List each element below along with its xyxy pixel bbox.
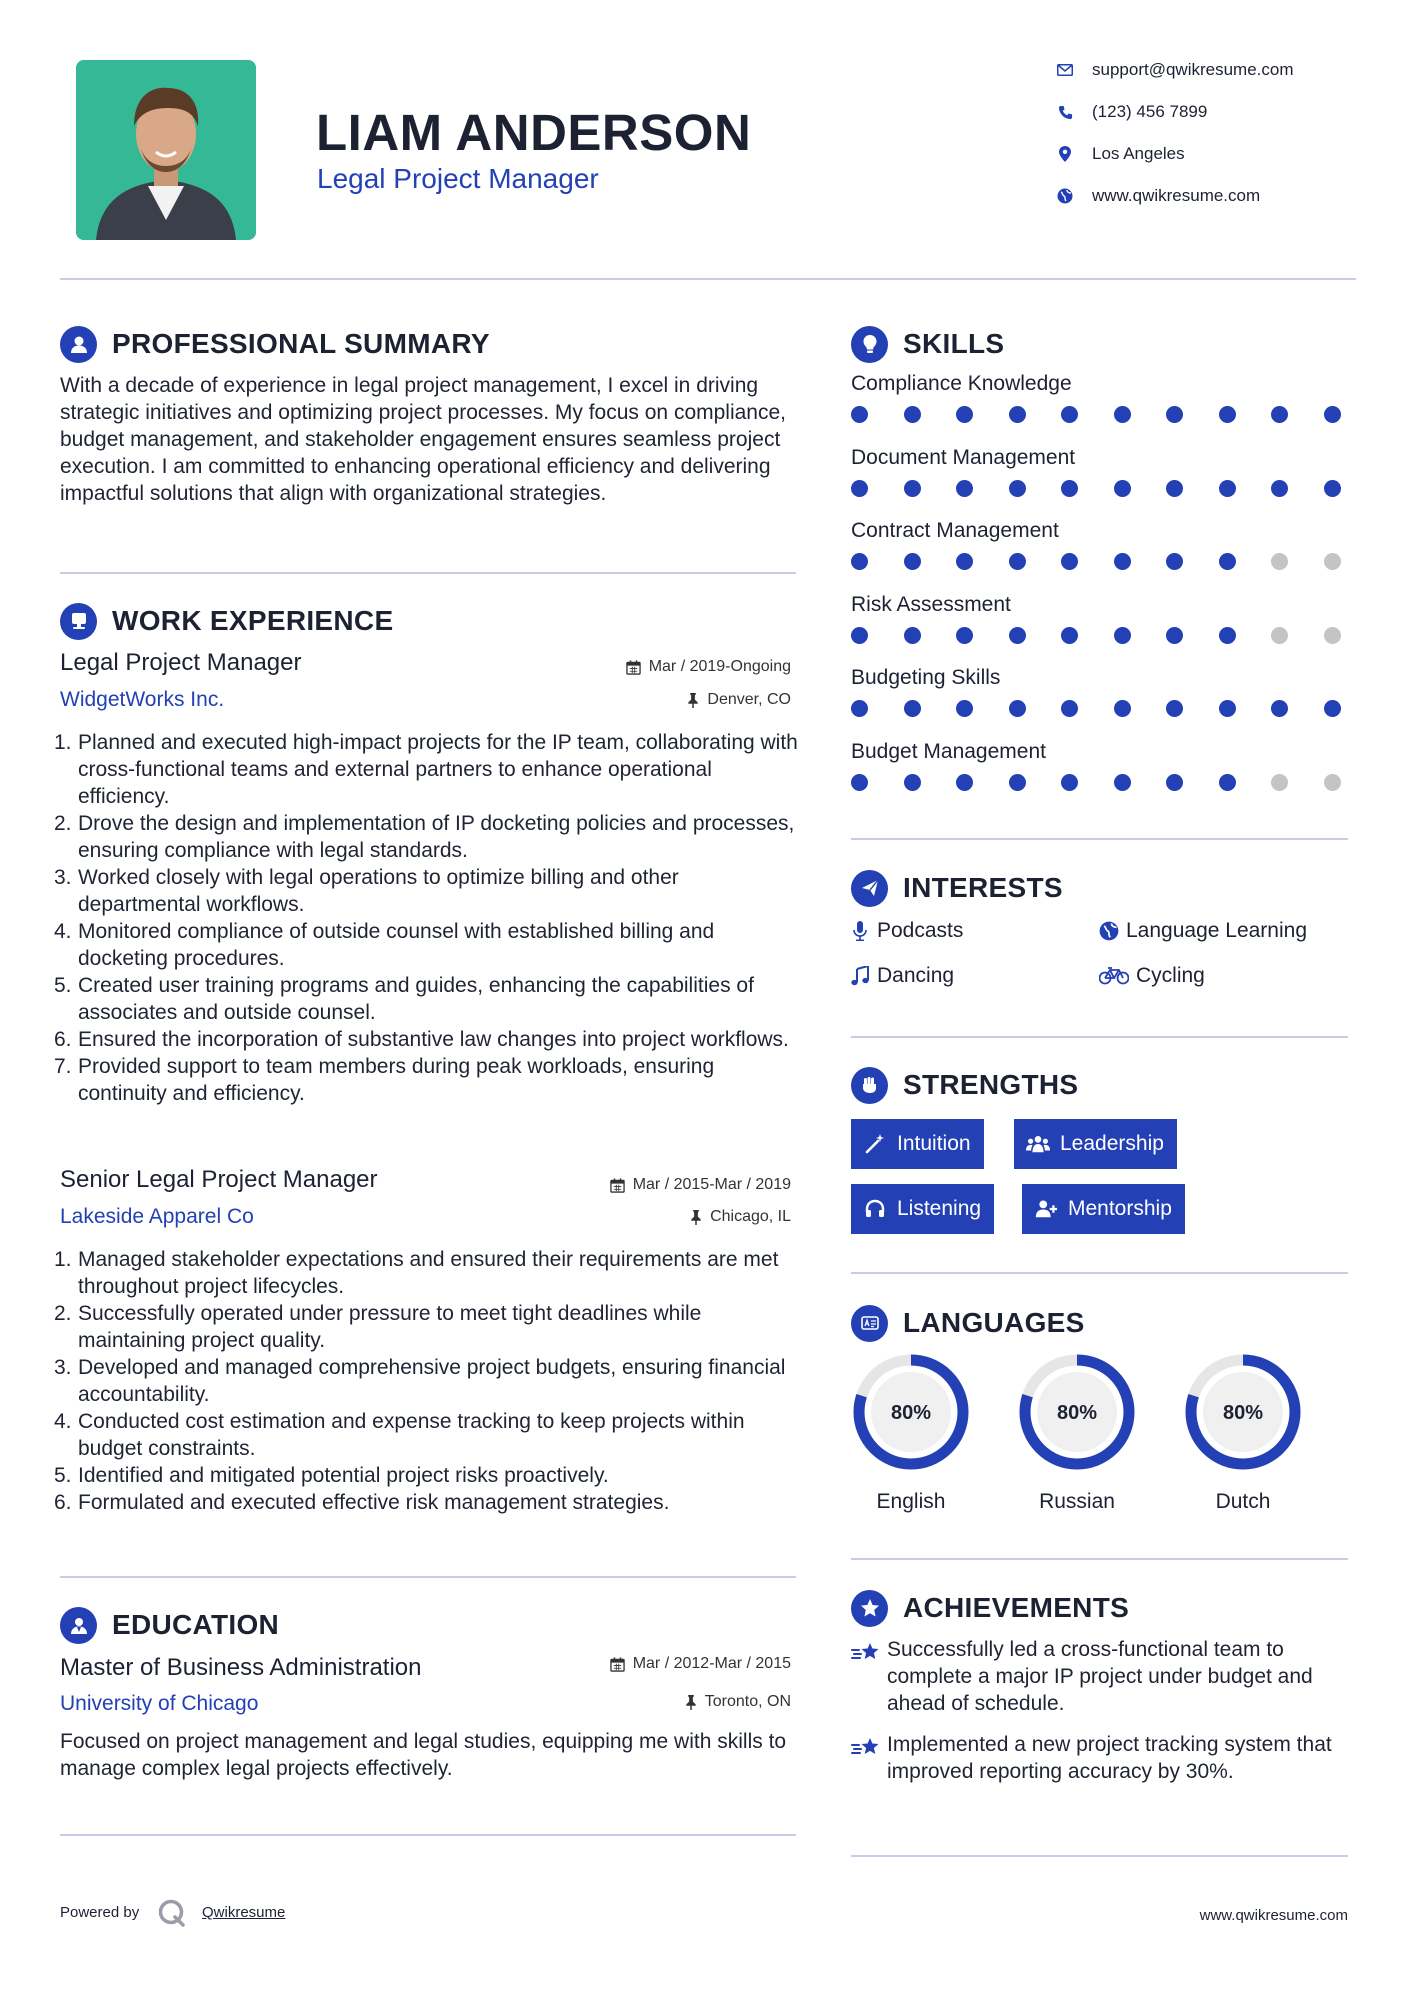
rating-dot-empty [1271,553,1288,570]
education-divider [60,1834,796,1836]
rating-dot-filled [1009,627,1026,644]
rating-dot-filled [1061,480,1078,497]
rating-dot-filled [1324,700,1341,717]
interest-item [849,916,963,946]
interest-label: Podcasts [877,919,964,942]
language-progress-ring [850,1351,972,1473]
job-2-company: Lakeside Apparel Co [60,1205,254,1228]
pushpin-icon [687,693,699,708]
interests-divider [851,1036,1348,1038]
job-1-company: WidgetWorks Inc. [60,688,225,711]
rating-dot-filled [851,700,868,717]
rating-dot-filled [1219,406,1236,423]
job-2-bullet: 2. Successfully operated under pressure to meet tight deadlines while maintaining project quality. [54,1302,702,1352]
user-circle-icon [60,326,97,363]
language-progress-ring [1016,1351,1138,1473]
users-icon [1026,1132,1050,1156]
strengths-heading [851,1067,1078,1103]
achievement-text: Implemented a new project tracking system that improved reporting accuracy by 30%. [887,1733,1332,1783]
skills-title: SKILLS [903,328,1005,359]
interest-item [849,961,954,991]
qwikresume-link[interactable]: Qwikresume [202,1904,286,1921]
achievement-item [851,1636,1351,1717]
strengths-title: STRENGTHS [903,1069,1079,1100]
envelope-icon [1055,60,1075,80]
rating-dot-filled [1061,774,1078,791]
calendar-icon [610,1178,625,1193]
strength-chip [1022,1184,1185,1234]
strength-label: Mentorship [1068,1197,1172,1220]
education-title: EDUCATION [112,1609,280,1640]
rating-dot-filled [851,553,868,570]
star-badge-icon [851,1590,888,1627]
lightbulb-icon [851,326,888,363]
language-percent: 80% [890,1402,932,1424]
achievements-heading [851,1590,1129,1626]
languages-title: LANGUAGES [903,1307,1085,1338]
rating-dot-filled [851,406,868,423]
globe-icon [1055,186,1075,206]
rating-dot-filled [1271,700,1288,717]
summary-text: With a decade of experience in legal project management, I excel in driving strategic initiatives and optimizing project processes. My focus on compliance, budget management, and stakeholder engagement ensures seamless project execution. I am committed to enhancing operational efficiency and delivering impactful solutions that align with organizational strategies. [60,374,786,505]
skills-divider [851,838,1348,840]
rating-dot-filled [956,480,973,497]
rating-dot-filled [1271,480,1288,497]
job-2-role: Senior Legal Project Manager [60,1166,378,1193]
rating-dot-filled [1009,700,1026,717]
job-2-dates [500,1176,791,1194]
contact-email-text: support@qwikresume.com [1092,60,1294,79]
contact-website[interactable] [1055,182,1355,210]
job-2-dates-text: Mar / 2015-Mar / 2019 [632,1176,791,1193]
language-percent: 80% [1056,1402,1098,1424]
skill-name: Budgeting Skills [851,666,1001,689]
skill-row [851,372,1351,446]
strengths-divider [851,1272,1348,1274]
bicycle-icon [1098,965,1130,987]
rating-dot-filled [851,627,868,644]
interests-heading [851,870,1063,906]
language-item [1182,1351,1304,1514]
rating-dot-filled [904,480,921,497]
rating-dot-filled [1114,627,1131,644]
rating-dot-empty [1324,627,1341,644]
interests-title: INTERESTS [903,872,1063,903]
rating-dot-filled [956,553,973,570]
job-2-bullet: 6. Formulated and executed effective risk management strategies. [54,1491,670,1514]
languages-heading [851,1305,1085,1341]
rating-dot-filled [1166,627,1183,644]
language-progress-ring [1182,1351,1304,1473]
qwikresume-logo-icon [157,1898,187,1928]
skill-rating [851,480,1341,497]
strength-label: Intuition [897,1132,971,1155]
skill-row [851,666,1351,740]
rating-dot-filled [1219,553,1236,570]
language-item [850,1351,972,1514]
achievements-divider [851,1855,1348,1857]
fist-icon [851,1067,888,1104]
job-1-bullet: 7. Provided support to team members during peak workloads, ensuring continuity and efficiency. [54,1055,715,1105]
rating-dot-filled [1061,627,1078,644]
job-2-bullet: 5. Identified and mitigated potential project risks proactively. [54,1464,609,1487]
contact-location-text: Los Angeles [1092,144,1185,163]
rating-dot-filled [1114,406,1131,423]
paper-plane-icon [851,870,888,907]
rating-dot-filled [1166,700,1183,717]
map-marker-icon [1055,144,1075,164]
footer-url[interactable]: www.qwikresume.com [1199,1907,1348,1924]
pushpin-icon [685,1695,697,1710]
job-1-bullet: 5. Created user training programs and guides, enhancing the capabilities of associates and outside counsel. [54,974,754,1024]
rating-dot-filled [904,553,921,570]
rating-dot-filled [1166,774,1183,791]
languages-divider [851,1558,1348,1560]
job-2-bullet: 3. Developed and managed comprehensive project budgets, ensuring financial accountability. [54,1356,786,1406]
rating-dot-filled [1166,406,1183,423]
rating-dot-filled [904,627,921,644]
rating-dot-filled [1114,480,1131,497]
job-1-dates [500,658,791,676]
rating-dot-filled [1009,553,1026,570]
shooting-star-icon [851,1636,887,1717]
contact-location [1055,140,1355,168]
contact-email[interactable] [1055,56,1355,84]
experience-divider [60,1576,796,1578]
job-1-bullet: 6. Ensured the incorporation of substantive law changes into project workflows. [54,1028,789,1051]
job-2-location [500,1208,791,1226]
strength-label: Listening [897,1197,982,1220]
education-degree: Master of Business Administration [60,1654,422,1681]
rating-dot-filled [956,774,973,791]
language-name: Dutch [1215,1490,1271,1513]
job-1-bullet: 2. Drove the design and implementation of IP docketing policies and processes, ensuring compliance with legal standards. [54,812,795,862]
contact-phone-text: (123) 456 7899 [1092,102,1208,121]
interest-item [1098,916,1307,946]
job-2-bullet: 1. Managed stakeholder expectations and ensured their requirements are met throughout project lifecycles. [54,1248,779,1298]
rating-dot-filled [1166,480,1183,497]
job-1-bullet: 4. Monitored compliance of outside counsel with established billing and docketing procedures. [54,920,715,970]
job-1-bullets [54,729,800,1107]
rating-dot-filled [1009,774,1026,791]
skill-name: Document Management [851,445,1076,469]
skill-name: Contract Management [851,519,1059,542]
calendar-icon [610,1657,625,1672]
summary-heading [60,326,490,362]
interest-label: Language Learning [1126,919,1308,942]
briefcase-icon [60,603,97,640]
microphone-icon [849,920,871,942]
rating-dot-filled [956,627,973,644]
skill-rating [851,774,1341,791]
profile-photo [76,60,256,240]
language-item [1016,1351,1138,1514]
education-dates [500,1655,791,1673]
education-dates-text: Mar / 2012-Mar / 2015 [632,1655,791,1672]
skill-name: Budget Management [851,739,1046,763]
rating-dot-filled [1114,700,1131,717]
candidate-name: LIAM ANDERSON [316,104,752,161]
skill-row [851,740,1351,814]
rating-dot-filled [1271,406,1288,423]
rating-dot-empty [1324,553,1341,570]
education-location [500,1693,791,1711]
job-2-location-text: Chicago, IL [710,1208,791,1225]
strength-chip [851,1184,994,1234]
rating-dot-filled [1061,553,1078,570]
strength-label: Leadership [1060,1132,1164,1155]
language-percent: 80% [1222,1402,1264,1424]
pushpin-icon [690,1210,702,1225]
skill-row [851,446,1351,520]
skill-rating [851,406,1341,423]
achievements-title: ACHIEVEMENTS [903,1592,1130,1623]
education-location-text: Toronto, ON [704,1693,791,1710]
graduate-icon [60,1607,97,1644]
user-plus-icon [1034,1197,1058,1221]
rating-dot-filled [1061,700,1078,717]
summary-divider [60,572,796,574]
job-1-dates-text: Mar / 2019-Ongoing [648,658,791,675]
rating-dot-filled [1219,627,1236,644]
rating-dot-filled [851,480,868,497]
achievement-item [851,1731,1351,1785]
job-1-location [500,691,791,709]
strength-chip [851,1119,984,1169]
contact-phone[interactable] [1055,98,1355,126]
powered-by-text: Powered by [60,1904,140,1921]
skill-name: Risk Assessment [851,592,1011,616]
interest-label: Cycling [1136,964,1205,987]
shooting-star-icon [851,1731,887,1785]
job-1-role: Legal Project Manager [60,649,302,676]
rating-dot-filled [1324,406,1341,423]
skill-rating [851,553,1341,570]
skill-rating [851,700,1341,717]
contact-website-text: www.qwikresume.com [1092,186,1261,205]
headphones-icon [863,1197,887,1221]
rating-dot-filled [904,700,921,717]
rating-dot-filled [1166,553,1183,570]
skills-heading [851,326,1004,362]
rating-dot-filled [904,406,921,423]
job-2-bullet: 4. Conducted cost estimation and expense tracking to keep projects within budget constraints. [54,1410,745,1460]
job-1-bullet: 3. Worked closely with legal operations to optimize billing and other departmental workflows. [54,866,679,916]
rating-dot-filled [1219,774,1236,791]
rating-dot-filled [956,406,973,423]
rating-dot-empty [1324,774,1341,791]
job-1-bullet: 1. Planned and executed high-impact projects for the IP team, collaborating with cross-functional teams and external partners to enhance operational efficiency. [54,731,798,808]
skills-list [851,372,1351,813]
candidate-title: Legal Project Manager [317,163,599,194]
skill-row [851,519,1351,593]
globe-icon [1098,920,1120,942]
rating-dot-filled [1219,480,1236,497]
strength-chip [1014,1119,1177,1169]
experience-heading [60,603,393,639]
rating-dot-filled [1061,406,1078,423]
rating-dot-filled [904,774,921,791]
skill-name: Compliance Knowledge [851,372,1072,395]
skill-rating [851,627,1341,644]
job-1-location-text: Denver, CO [707,691,791,708]
music-note-icon [849,965,871,987]
education-text: Focused on project management and legal studies, equipping me with skills to manage complex legal projects effectively. [60,1730,787,1780]
rating-dot-empty [1271,774,1288,791]
header-divider [60,278,1356,280]
interest-item [1098,961,1205,991]
summary-title: PROFESSIONAL SUMMARY [112,328,490,359]
rating-dot-filled [851,774,868,791]
rating-dot-filled [956,700,973,717]
rating-dot-filled [1324,480,1341,497]
language-name: English [876,1490,946,1513]
achievement-text: Successfully led a cross-functional team to complete a major IP project under budget and ahead of schedule. [887,1638,1313,1715]
calendar-icon [626,660,641,675]
education-school: University of Chicago [60,1692,259,1715]
skill-row [851,593,1351,667]
rating-dot-empty [1271,627,1288,644]
experience-title: WORK EXPERIENCE [112,605,394,636]
language-name: Russian [1039,1490,1115,1513]
interest-label: Dancing [877,964,955,987]
rating-dot-filled [1114,553,1131,570]
portrait-image [76,60,256,240]
rating-dot-filled [1219,700,1236,717]
rating-dot-filled [1009,480,1026,497]
job-2-bullets [54,1246,800,1516]
education-heading [60,1607,279,1643]
phone-icon [1055,102,1075,122]
rating-dot-filled [1114,774,1131,791]
rating-dot-filled [1009,406,1026,423]
translate-card-icon [851,1305,888,1342]
magic-wand-icon [863,1132,887,1156]
